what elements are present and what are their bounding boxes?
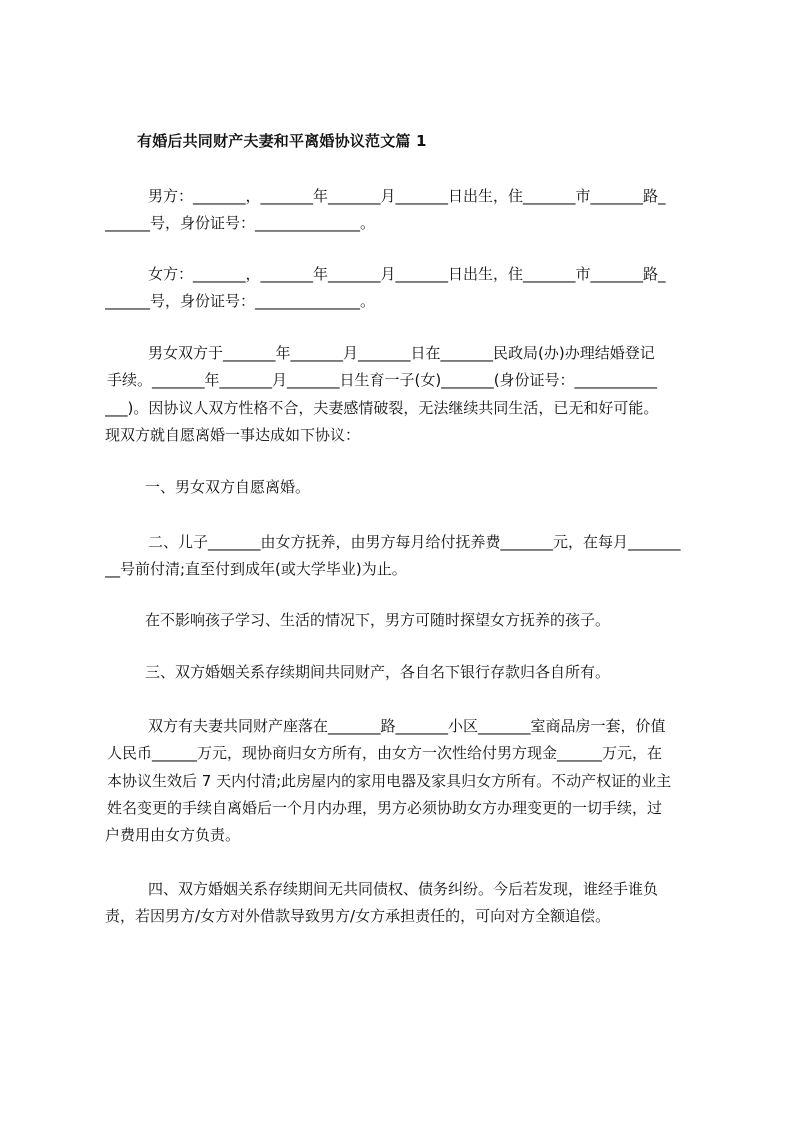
- clause-3-detail-line-4: 姓名变更的手续自离婚后一个月内办理，男方必须协助女方办理变更的一切手续，过: [107, 799, 663, 817]
- clause-3-detail-line-2: 人民币______万元，现协商归女方所有，由女方一次性给付男方现金______万元，在: [107, 744, 663, 762]
- clause-2-line-1: 二、儿子_______由女方抚养，由男方每月给付抚养费_______元，在每月_______: [148, 533, 681, 551]
- clause-4-line-1: 四、双方婚姻关系存续期间无共同债权、债务纠纷。今后若发现，谁经手谁负: [148, 880, 659, 898]
- clause-3-detail-line-5: 户费用由女方负责。: [105, 826, 241, 844]
- clause-1: 一、男女双方自愿离婚。: [145, 478, 311, 496]
- clause-3-detail-line-3: 本协议生效后 7 天内付清;此房屋内的家用电器及家具归女方所有。不动产权证的业主: [107, 772, 672, 790]
- man-info-line-1: 男方：_______，_______年_______月_______日出生，住_______市_______路_: [148, 187, 666, 205]
- marriage-line-4: 现双方就自愿离婚一事达成如下协议：: [105, 426, 361, 444]
- woman-info-line-2: ______号，身份证号：______________。: [105, 292, 376, 310]
- marriage-line-3: ___)。因协议人双方性格不合，夫妻感情破裂，无法继续共同生活，已无和好可能。: [105, 399, 659, 417]
- marriage-line-1: 男女双方于_______年_______月_______日在_______民政局(办)办理结婚登记: [148, 344, 655, 362]
- clause-3: 三、双方婚姻关系存续期间共同财产，各自名下银行存款归各自所有。: [145, 663, 611, 681]
- clause-3-detail-line-1: 双方有夫妻共同财产座落在_______路_______小区_______室商品房一套，价值: [148, 717, 666, 735]
- woman-info-line-1: 女方：_______，_______年_______月_______日出生，住_______市_______路_: [148, 265, 666, 283]
- clause-2-visitation: 在不影响孩子学习、生活的情况下，男方可随时探望女方抚养的孩子。: [145, 611, 611, 629]
- marriage-line-2: 手续。_______年_______月_______日生育一子(女)_______(身份证号：___________: [107, 371, 658, 389]
- clause-2-line-2: __号前付清;直至付到成年(或大学毕业)为止。: [105, 560, 407, 578]
- man-info-line-2: ______号，身份证号：______________。: [105, 214, 376, 232]
- clause-4-line-2: 责，若因男方/女方对外借款导致男方/女方承担责任的，可向对方全额追偿。: [105, 907, 611, 925]
- document-title: 有婚后共同财产夫妻和平离婚协议范文篇 1: [137, 132, 427, 150]
